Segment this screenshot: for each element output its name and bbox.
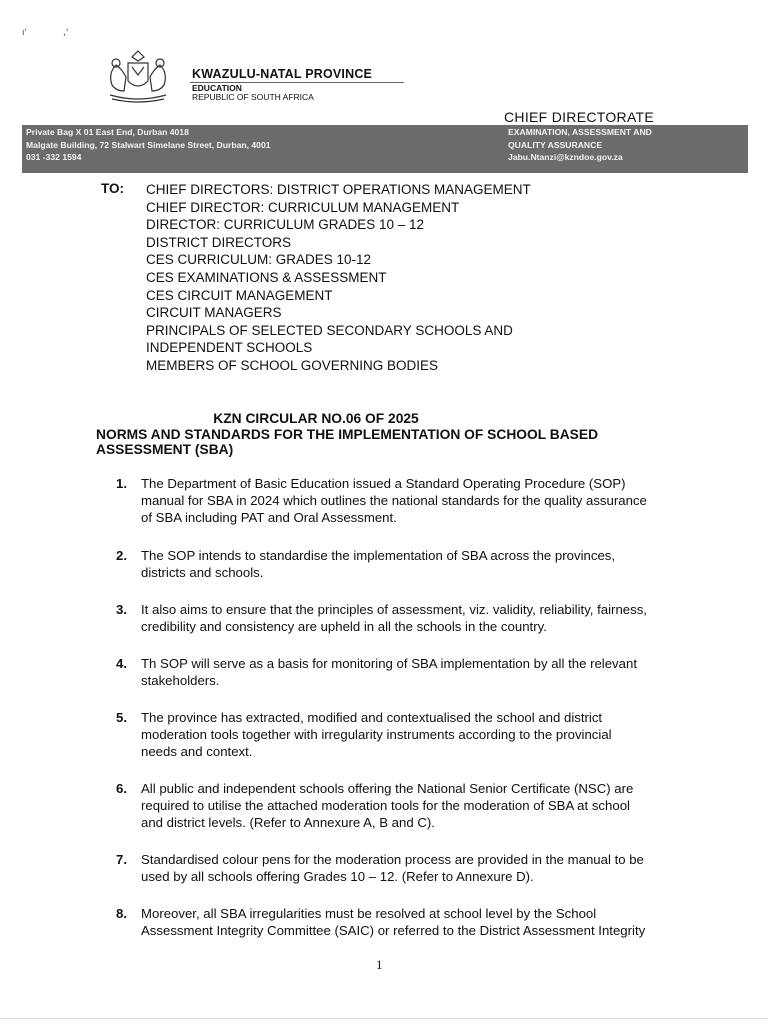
paragraph-text bbox=[141, 905, 678, 939]
paragraph-text bbox=[141, 780, 678, 832]
department-block bbox=[192, 84, 314, 102]
paragraph-number: 1. bbox=[116, 476, 127, 491]
circular-title-line: ASSESSMENT (SBA) bbox=[96, 442, 234, 457]
kzn-coat-of-arms-logo bbox=[102, 47, 174, 105]
address-line: 031 -332 1594 bbox=[26, 152, 82, 162]
unit-block bbox=[508, 126, 652, 164]
paragraph-line: The SOP intends to standardise the implementation of SBA across the provinces, bbox=[141, 548, 616, 563]
province-name: KWAZULU-NATAL PROVINCE bbox=[192, 67, 373, 81]
directorate-title: CHIEF DIRECTORATE bbox=[504, 109, 655, 125]
paragraph-text bbox=[141, 475, 678, 527]
paragraph-number: 5. bbox=[116, 710, 127, 725]
circular-heading bbox=[96, 411, 686, 458]
paragraph-number: 8. bbox=[116, 906, 127, 921]
recipient-item: CHIEF DIRECTOR: CURRICULUM MANAGEMENT bbox=[146, 199, 460, 215]
unit-line: EXAMINATION, ASSESSMENT AND bbox=[508, 127, 652, 137]
recipient-item: CES CURRICULUM: GRADES 10-12 bbox=[146, 252, 372, 268]
recipient-item: PRINCIPALS OF SELECTED SECONDARY SCHOOLS AND bbox=[146, 322, 513, 338]
paragraph-number: 2. bbox=[116, 548, 127, 563]
recipient-item: CES EXAMINATIONS & ASSESSMENT bbox=[146, 269, 387, 285]
paragraph-line: of SBA including PAT and Oral Assessment. bbox=[141, 510, 397, 526]
paragraph-line: required to utilise the attached moderation tools for the moderation of SBA at school bbox=[141, 798, 630, 814]
recipient-list bbox=[146, 181, 531, 375]
paragraph-line: districts and schools. bbox=[141, 565, 264, 581]
recipient-item: MEMBERS OF SCHOOL GOVERNING BODIES bbox=[146, 357, 439, 373]
paragraph-line: used by all schools offering Grades 10 – 12. (Refer to Annexure D). bbox=[141, 869, 534, 885]
recipient-item: CIRCUIT MANAGERS bbox=[146, 305, 282, 321]
address-line: Malgate Building, 72 Stalwart Simelane Street, Durban, 4001 bbox=[26, 139, 271, 150]
paragraph-line: manual for SBA in 2024 which outlines the national standards for the quality assurance bbox=[141, 493, 647, 509]
paragraph-line: Assessment Integrity Committee (SAIC) or referred to the District Assessment Integrity bbox=[141, 923, 646, 939]
paragraph-line: stakeholders. bbox=[141, 673, 220, 689]
paragraph-line: Th SOP will serve as a basis for monitoring of SBA implementation by all the relevant bbox=[141, 656, 637, 671]
recipient-item: DISTRICT DIRECTORS bbox=[146, 234, 292, 250]
address-block bbox=[26, 126, 271, 164]
paragraph-line: All public and independent schools offering the National Senior Certificate (NSC) are bbox=[141, 781, 634, 796]
unit-email: Jabu.Ntanzi@kzndoe.gov.za bbox=[508, 152, 623, 162]
paragraph-line: The province has extracted, modified and contextualised the school and district bbox=[141, 710, 603, 725]
recipient-item: DIRECTOR: CURRICULUM GRADES 10 – 12 bbox=[146, 217, 425, 233]
paragraph-text bbox=[141, 851, 678, 885]
page-edge bbox=[0, 1018, 768, 1019]
paragraph-text bbox=[141, 709, 678, 761]
paragraph-line: Standardised colour pens for the moderation process are provided in the manual to be bbox=[141, 852, 644, 867]
paragraph-line: moderation tools together with irregularity instruments according to the provincial bbox=[141, 727, 612, 743]
recipient-item: CHIEF DIRECTORS: DISTRICT OPERATIONS MANAGEMENT bbox=[146, 182, 531, 197]
paragraph-line: The Department of Basic Education issued a Standard Operating Procedure (SOP) bbox=[141, 476, 626, 491]
paragraph-text bbox=[141, 547, 678, 581]
paragraph-number: 6. bbox=[116, 781, 127, 796]
circular-title-line: NORMS AND STANDARDS FOR THE IMPLEMENTATION OF SCHOOL BASED bbox=[96, 426, 599, 442]
department-name: EDUCATION bbox=[192, 83, 242, 93]
paragraph-line: needs and context. bbox=[141, 744, 253, 760]
paragraph-line: and district levels. (Refer to Annexure A, B and C). bbox=[141, 815, 435, 831]
unit-line: QUALITY ASSURANCE bbox=[508, 139, 603, 150]
recipient-item: CES CIRCUIT MANAGEMENT bbox=[146, 287, 333, 303]
page-number: 1 bbox=[376, 957, 383, 972]
paragraph-line: It also aims to ensure that the principles of assessment, viz. validity, reliability, fairness, bbox=[141, 602, 647, 617]
paragraph-line: credibility and consistency are upheld in all the schools in the country. bbox=[141, 619, 547, 635]
to-label: TO: bbox=[101, 181, 124, 196]
paragraph-number: 7. bbox=[116, 852, 127, 867]
address-line: Private Bag X 01 East End, Durban 4018 bbox=[26, 127, 189, 137]
circular-number: KZN CIRCULAR NO.06 OF 2025 bbox=[213, 411, 419, 426]
paragraph-line: Moreover, all SBA irregularities must be resolved at school level by the School bbox=[141, 906, 597, 921]
scan-specks: ı' ,' bbox=[22, 28, 69, 38]
paragraph-number: 4. bbox=[116, 656, 127, 671]
country-name: REPUBLIC OF SOUTH AFRICA bbox=[192, 92, 314, 102]
paragraph-text bbox=[141, 601, 678, 635]
paragraph-number: 3. bbox=[116, 602, 127, 617]
paragraph-text bbox=[141, 655, 678, 689]
recipient-item: INDEPENDENT SCHOOLS bbox=[146, 340, 313, 356]
